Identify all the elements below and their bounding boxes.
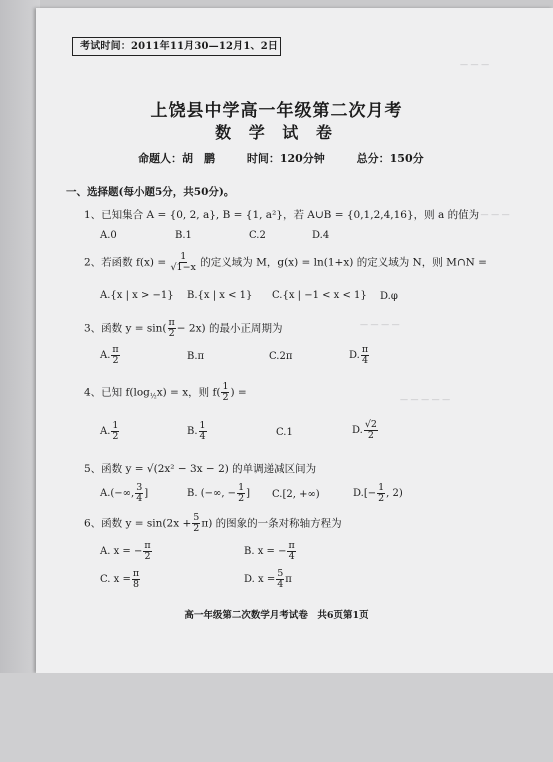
bleed-through-mark: — — —	[460, 60, 490, 69]
page-footer: 高一年级第二次数学月考试卷 共6页第1页	[184, 610, 369, 621]
duration: 时间：120分钟	[246, 152, 325, 165]
fraction: $\frac{5}{4}$	[277, 568, 284, 590]
q5-option-b: B. (−∞, − $\frac{1}{2}$ ]	[187, 482, 251, 504]
fraction: $\frac{1}{2}$	[222, 381, 229, 403]
q3-option-c: C.2π	[269, 351, 293, 362]
q3-option-b: B.π	[187, 351, 205, 362]
fraction: $\frac{\pi}{2}$	[168, 317, 175, 339]
q1-option-c: C.2	[249, 230, 266, 241]
bleed-through-mark: — — — —	[470, 210, 510, 219]
q3-option-a: A. $\frac{\pi}{2}$	[100, 344, 119, 366]
fraction: $\frac{\pi}{2}$	[144, 540, 151, 562]
exam-time-box: 考试时间：2011年11月30—12月1、2日	[72, 37, 281, 56]
q5-option-a: A.(−∞, $\frac{3}{4}$ ]	[100, 482, 149, 504]
fraction: $\frac{\pi}{4}$	[361, 344, 369, 366]
question-5-stem: 5、函数 y = √(2x² − 3x − 2) 的单调递减区间为	[84, 463, 317, 475]
fraction: $\frac{\pi}{2}$	[112, 344, 119, 366]
q4-option-b: B. $\frac{1}{4}$	[187, 420, 206, 442]
q1-option-b: B.1	[175, 230, 192, 241]
q4-option-a: A. $\frac{1}{2}$	[100, 420, 119, 442]
q4-option-c: C.1	[276, 427, 293, 438]
question-2-stem: 2、若函数 f(x) = $\frac{1}{√1-x}$ 的定义域为 M，g(x) = ln(1+x) 的定义域为 N，则 M∩N =	[84, 251, 487, 273]
fraction: $\frac{1}{√1-x}$	[170, 251, 196, 273]
bleed-through-mark: — — — — —	[400, 395, 451, 404]
exam-subtitle: 数 学 试 卷	[215, 123, 338, 142]
q1-option-a: A.0	[100, 230, 117, 241]
q6-option-b: B. x = − $\frac{\pi}{4}$	[244, 540, 295, 562]
q5-option-c: C.[2, +∞)	[272, 489, 320, 500]
bleed-through-mark: — — — —	[360, 320, 400, 329]
q6-option-a: A. x = − $\frac{\pi}{2}$	[100, 540, 151, 562]
fraction: $\frac{5}{2}$	[193, 512, 200, 534]
fraction: $\frac{3}{4}$	[136, 482, 143, 504]
q2-option-c: C.{x | −1 < x < 1}	[272, 290, 367, 301]
q5-option-d: D.[− $\frac{1}{2}$ , 2)	[353, 482, 403, 504]
q6-option-c: C. x = $\frac{\pi}{8}$	[100, 568, 140, 590]
q4-option-d: D. $\frac{√2}{2}$	[352, 419, 377, 441]
question-1-stem: 1、已知集合 A = {0, 2, a}, B = {1, a²}，若 A∪B = {0,1,2,4,16}，则 a 的值为	[84, 209, 480, 221]
section-heading: 一、选择题(每小题5分，共50分)。	[66, 186, 235, 198]
fraction: $\frac{1}{2}$	[378, 482, 385, 504]
question-3-stem: 3、函数 y = sin( $\frac{\pi}{2}$ − 2x) 的最小正周期为	[84, 317, 283, 339]
question-4-stem: 4、已知 $f(\log_{\frac{1}{2}}x) = x$，则 f( $\frac{1}{2}$ ) =	[84, 381, 247, 403]
q2-option-d: D.φ	[380, 291, 398, 302]
fraction: $\frac{√2}{2}$	[364, 419, 377, 441]
q2-option-b: B.{x | x < 1}	[187, 290, 253, 301]
q2-option-a: A.{x | x > −1}	[100, 290, 174, 301]
q6-option-d: D. x = $\frac{5}{4}$ π	[244, 568, 292, 590]
fraction: $\frac{1}{2}$	[238, 482, 245, 504]
exam-meta	[138, 150, 452, 166]
scan-background	[0, 673, 553, 762]
q1-option-d: D.4	[312, 230, 330, 241]
fraction: $\frac{1}{4}$	[199, 420, 206, 442]
question-6-stem: 6、函数 y = sin(2x + $\frac{5}{2}$ π) 的图象的一条对称轴方程为	[84, 512, 342, 534]
q3-option-d: D. $\frac{\pi}{4}$	[349, 344, 369, 366]
fraction: $\frac{\pi}{4}$	[288, 540, 295, 562]
fraction: $\frac{\pi}{8}$	[132, 568, 140, 590]
fraction: $\frac{1}{2}$	[112, 420, 119, 442]
total-score: 总分：150分	[356, 152, 424, 165]
author: 命题人：胡 鹏	[138, 152, 215, 165]
exam-title: 上饶县中学高一年级第二次月考	[150, 101, 403, 121]
